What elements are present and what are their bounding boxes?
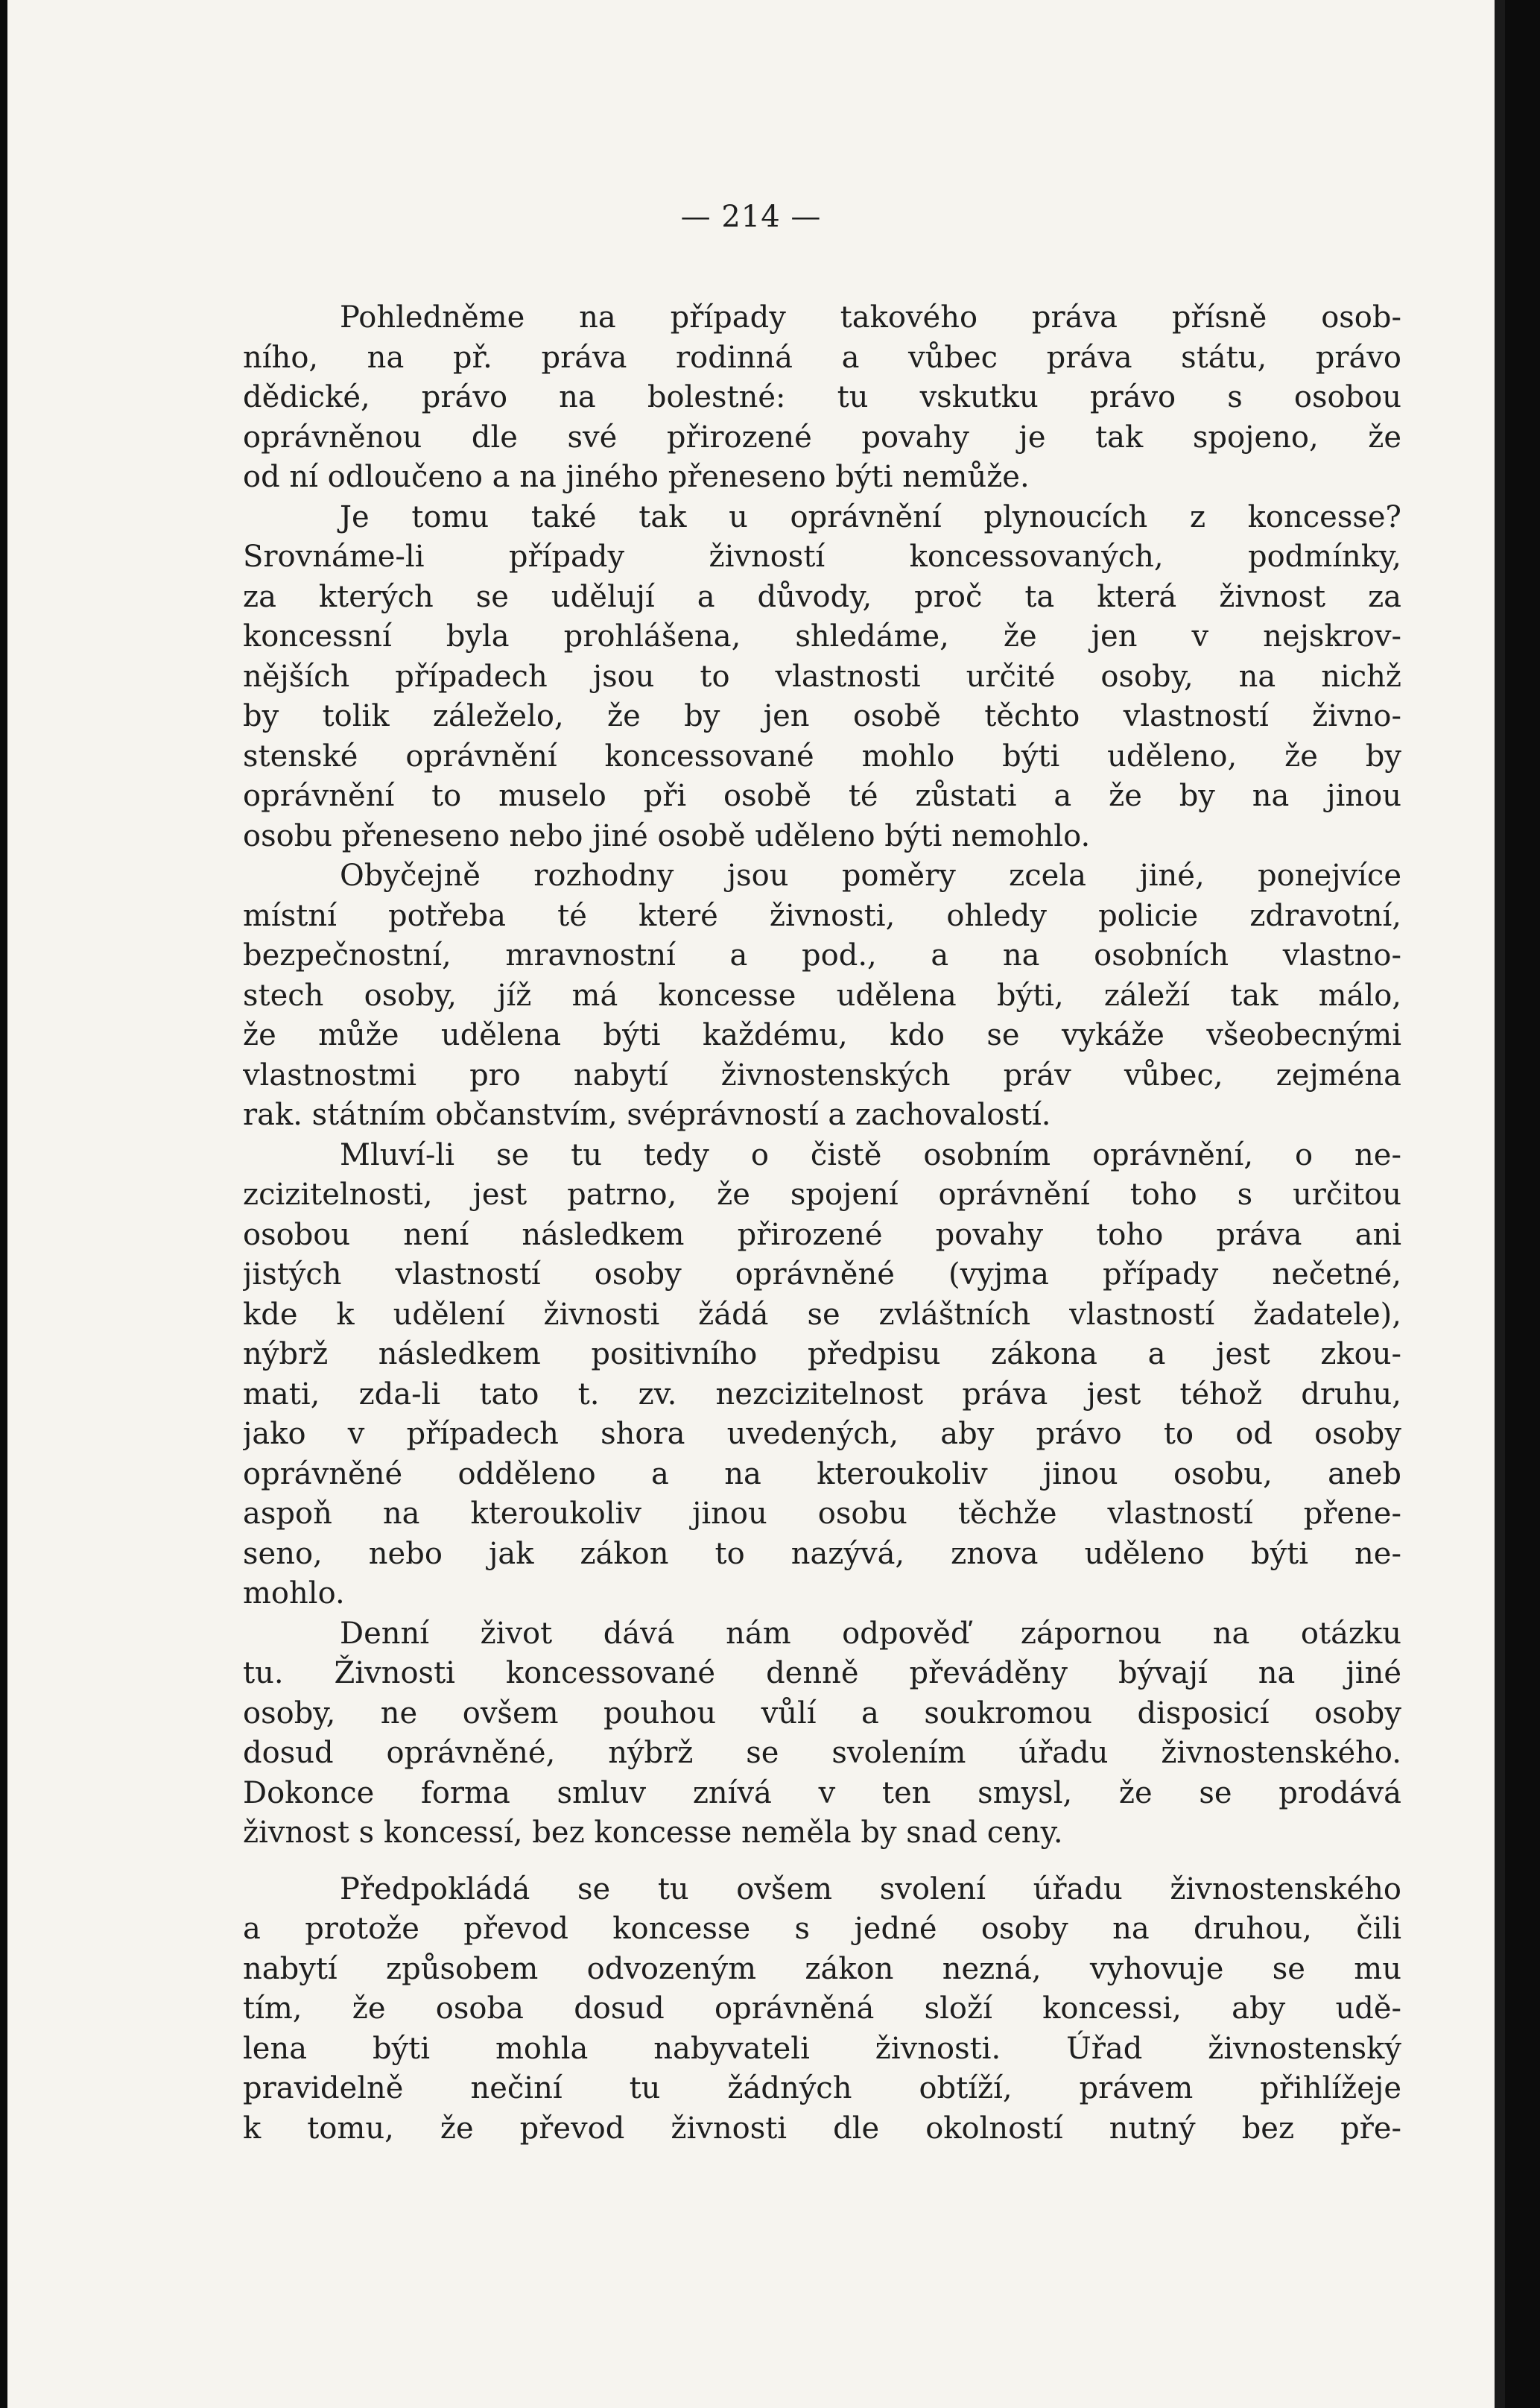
text-line: jistých vlastností osoby oprávněné (vyjma případy nečetné,	[243, 1257, 1401, 1292]
text-line: pravidelně nečiní tu žádných obtíží, právem přihlížeje	[243, 2071, 1401, 2105]
text-line: osobou není následkem přirozené povahy toho práva ani	[243, 1217, 1401, 1252]
text-line: Srovnáme-li případy živností koncessovaných, podmínky,	[243, 540, 1401, 574]
text-line: osoby, ne ovšem pouhou vůlí a soukromou disposicí osoby	[243, 1696, 1401, 1731]
text-line: stenské oprávnění koncessované mohlo býti uděleno, že by	[243, 739, 1401, 774]
text-line: seno, nebo jak zákon to nazývá, znova uděleno býti ne-	[243, 1536, 1401, 1571]
text-line: Dokonce forma smluv znívá v ten smysl, že se prodává	[243, 1775, 1401, 1810]
text-line: jako v případech shora uvedených, aby právo to od osoby	[243, 1417, 1401, 1451]
text-line: živnost s koncessí, bez koncesse neměla by snad ceny.	[243, 1816, 1063, 1850]
text-line: by tolik záleželo, že by jen osobě těchto vlastností živno-	[243, 699, 1401, 733]
text-line: lena býti mohla nabyvateli živnosti. Úřad živnostenský	[243, 2031, 1401, 2066]
text-line: bezpečnostní, mravnostní a pod., a na osobních vlastno-	[243, 938, 1401, 973]
text-line: tím, že osoba dosud oprávněná složí koncessi, aby udě-	[243, 1991, 1401, 2026]
text-line: koncessní byla prohlášena, shledáme, že jen v nejskrov-	[243, 619, 1401, 654]
text-line: nýbrž následkem positivního předpisu zákona a jest zkou-	[243, 1337, 1401, 1371]
text-line: nějších případech jsou to vlastnosti určité osoby, na nichž	[243, 659, 1401, 694]
text-line: Předpokládá se tu ovšem svolení úřadu živnostenského	[340, 1871, 1401, 1906]
text-line: mohlo.	[243, 1576, 345, 1611]
text-line: Je tomu také tak u oprávnění plynoucích z koncesse?	[340, 499, 1401, 534]
text-line: osobu přeneseno nebo jiné osobě uděleno býti nemohlo.	[243, 818, 1091, 853]
text-line: od ní odloučeno a na jiného přeneseno býti nemůže.	[243, 460, 1030, 494]
page-number: — 214 —	[680, 200, 822, 234]
text-line: oprávněné odděleno a na kteroukoliv jinou osobu, aneb	[243, 1456, 1401, 1491]
text-line: za kterých se udělují a důvody, proč ta která živnost za	[243, 579, 1401, 614]
text-line: vlastnostmi pro nabytí živnostenských práv vůbec, zejména	[243, 1058, 1401, 1093]
text-line: Denní život dává nám odpověď zápornou na otázku	[340, 1616, 1401, 1651]
text-line: dosud oprávněné, nýbrž se svolením úřadu živnostenského.	[243, 1736, 1401, 1770]
text-line: že může udělena býti každému, kdo se vykáže všeobecnými	[243, 1018, 1401, 1052]
body-text	[243, 298, 1401, 2149]
text-line: dědické, právo na bolestné: tu vskutku právo s osobou	[243, 380, 1401, 414]
text-line: rak. státním občanstvím, svéprávností a zachovalostí.	[243, 1098, 1051, 1132]
text-line: a protože převod koncesse s jedné osoby na druhou, čili	[243, 1912, 1401, 1946]
text-line: oprávnění to muselo při osobě té zůstati a že by na jinou	[243, 779, 1401, 813]
text-line: aspoň na kteroukoliv jinou osobu těchže vlastností přene-	[243, 1497, 1401, 1531]
text-line: mati, zda-li tato t. zv. nezcizitelnost práva jest téhož druhu,	[243, 1377, 1401, 1412]
text-line: Pohledněme na případy takového práva přísně osob-	[340, 300, 1401, 335]
text-line: k tomu, že převod živnosti dle okolností nutný bez pře-	[243, 2111, 1401, 2146]
text-line: zcizitelnosti, jest patrno, že spojení oprávnění toho s určitou	[243, 1178, 1401, 1212]
text-line: Obyčejně rozhodny jsou poměry zcela jiné, ponejvíce	[340, 859, 1401, 893]
book-page	[7, 0, 1505, 2408]
text-line: tu. Živnosti koncessované denně převáděny bývají na jiné	[243, 1656, 1401, 1690]
text-line: Mluví-li se tu tedy o čistě osobním oprávnění, o ne-	[340, 1137, 1401, 1172]
text-line: nabytí způsobem odvozeným zákon nezná, vyhovuje se mu	[243, 1951, 1401, 1986]
text-line: kde k udělení živnosti žádá se zvláštních vlastností žadatele),	[243, 1297, 1401, 1332]
text-line: stech osoby, jíž má koncesse udělena býti, záleží tak málo,	[243, 978, 1401, 1013]
text-line: místní potřeba té které živnosti, ohledy policie zdravotní,	[243, 898, 1401, 933]
text-line: ního, na př. práva rodinná a vůbec práva státu, právo	[243, 340, 1401, 375]
text-line: oprávněnou dle své přirozené povahy je tak spojeno, že	[243, 420, 1401, 455]
